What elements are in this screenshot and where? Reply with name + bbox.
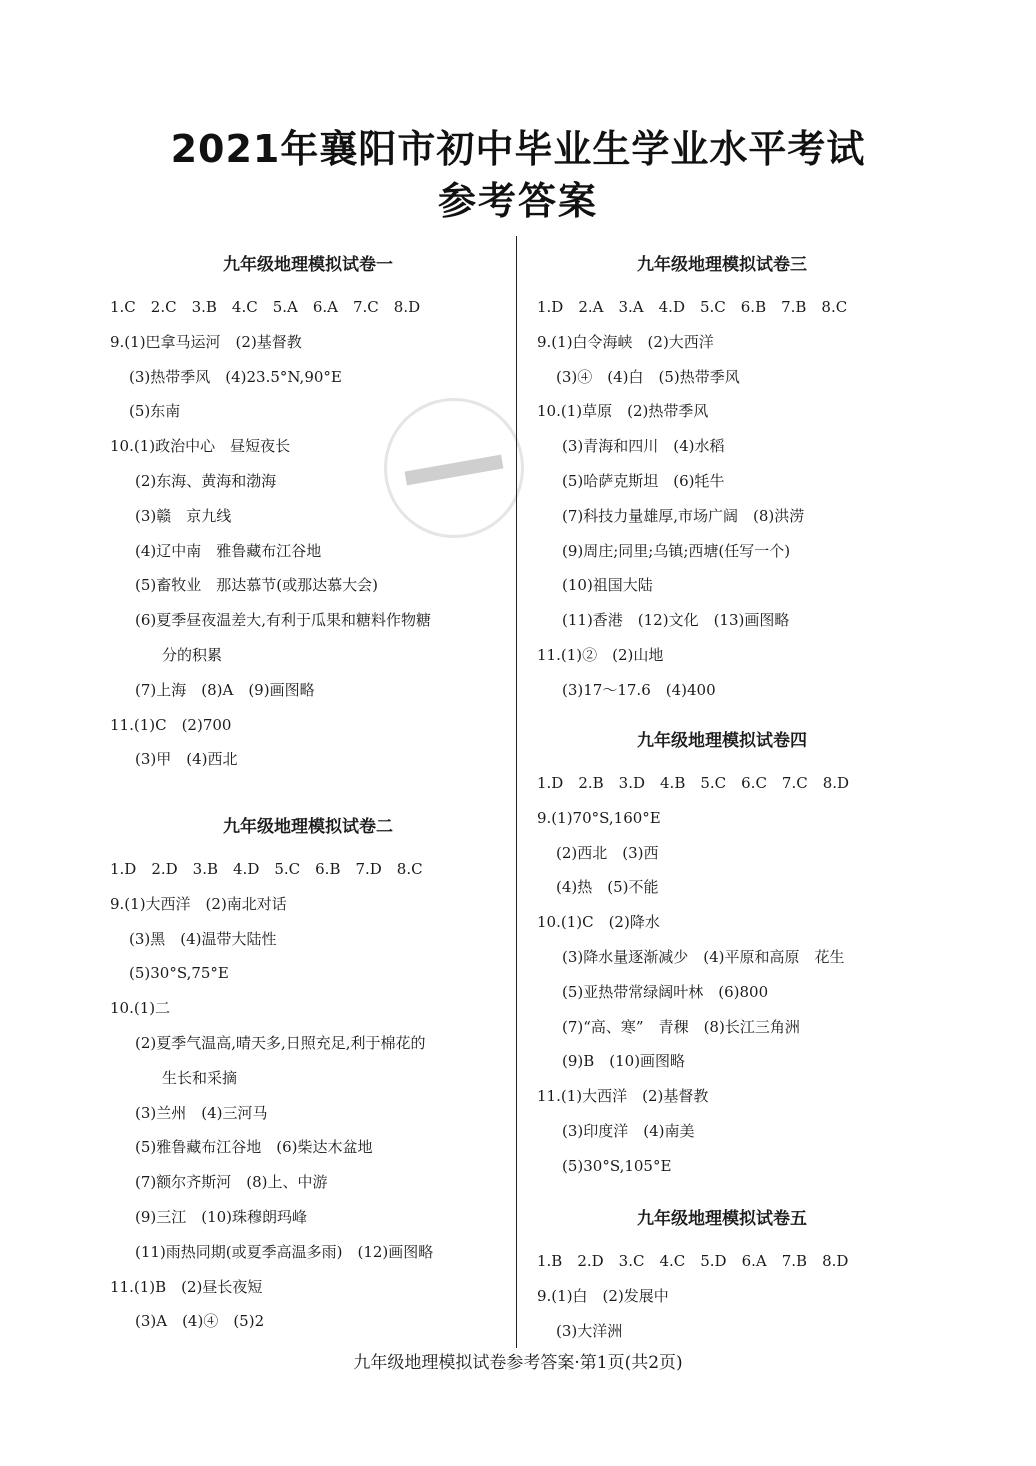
answer-line: (2)夏季气温高,晴天多,日照充足,利于棉花的 bbox=[135, 1033, 426, 1052]
answer-line: (4)热 (5)不能 bbox=[556, 878, 659, 897]
section-title: 九年级地理模拟试卷五 bbox=[637, 1209, 807, 1229]
answer-line: 9.(1)大西洋 (2)南北对话 bbox=[110, 894, 287, 913]
answer-line: 11.(1)C (2)700 bbox=[110, 715, 232, 734]
answer-line: (10)祖国大陆 bbox=[562, 576, 653, 595]
section-title: 九年级地理模拟试卷一 bbox=[223, 255, 393, 275]
answer-line: 10.(1)二 bbox=[110, 999, 171, 1018]
section-title: 九年级地理模拟试卷三 bbox=[637, 255, 807, 275]
answer-line: (3)降水量逐渐减少 (4)平原和高原 花生 bbox=[562, 947, 845, 966]
answer-line: (11)香港 (12)文化 (13)画图略 bbox=[562, 611, 790, 630]
answer-line: (3)大洋洲 bbox=[556, 1321, 623, 1340]
answer-line: (7)上海 (8)A (9)画图略 bbox=[135, 680, 315, 699]
answer-line: (2)西北 (3)西 bbox=[556, 843, 659, 862]
answer-line: 11.(1)② (2)山地 bbox=[537, 645, 664, 664]
answer-line: (3)甲 (4)西北 bbox=[135, 750, 238, 769]
answer-line: (6)夏季昼夜温差大,有利于瓜果和糖料作物糖 bbox=[135, 611, 432, 630]
answer-line: (5)畜牧业 那达慕节(或那达慕大会) bbox=[135, 576, 378, 595]
answer-line: (7)科技力量雄厚,市场广阔 (8)洪涝 bbox=[562, 506, 805, 525]
answer-line: 9.(1)70°S,160°E bbox=[537, 808, 661, 827]
page-title: 2021年襄阳市初中毕业生学业水平考试 bbox=[170, 127, 866, 171]
answer-section bbox=[537, 716, 907, 1184]
answer-section bbox=[537, 1194, 907, 1348]
answer-line: (5)30°S,75°E bbox=[129, 964, 229, 983]
answer-line: 10.(1)草原 (2)热带季风 bbox=[537, 402, 709, 421]
answer-line: 分的积累 bbox=[162, 645, 223, 664]
answer-section bbox=[110, 802, 506, 1339]
answer-line: (3)热带季风 (4)23.5°N,90°E bbox=[129, 367, 342, 386]
answer-line: (11)雨热同期(或夏季高温多雨) (12)画图略 bbox=[135, 1242, 434, 1261]
answer-line: (9)三江 (10)珠穆朗玛峰 bbox=[135, 1207, 308, 1226]
answer-line: (5)东南 bbox=[129, 402, 181, 421]
answer-line: (4)辽中南 雅鲁藏布江谷地 bbox=[135, 541, 322, 560]
answer-line: (3)黑 (4)温带大陆性 bbox=[129, 929, 277, 948]
answer-line: (7)“高、寒” 青稞 (8)长江三角洲 bbox=[562, 1017, 800, 1036]
answer-line: 10.(1)政治中心 昼短夜长 bbox=[110, 437, 291, 456]
answer-line: (5)雅鲁藏布江谷地 (6)柴达木盆地 bbox=[135, 1138, 373, 1157]
answer-line: 10.(1)C (2)降水 bbox=[537, 913, 660, 932]
answer-line: (7)额尔齐斯河 (8)上、中游 bbox=[135, 1173, 328, 1192]
section-title: 九年级地理模拟试卷二 bbox=[223, 817, 393, 837]
column-divider bbox=[516, 236, 517, 1348]
answer-line: (3)兰州 (4)三河马 bbox=[135, 1103, 268, 1122]
answer-section bbox=[537, 240, 907, 708]
answer-line: 1.B 2.D 3.C 4.C 5.D 6.A 7.B 8.D bbox=[537, 1252, 849, 1270]
answer-line: 1.C 2.C 3.B 4.C 5.A 6.A 7.C 8.D bbox=[110, 298, 421, 316]
answer-line: (5)哈萨克斯坦 (6)牦牛 bbox=[562, 471, 725, 490]
page-footer: 九年级地理模拟试卷参考答案·第1页(共2页) bbox=[353, 1353, 683, 1373]
answer-line: (2)东海、黄海和渤海 bbox=[135, 471, 277, 490]
answer-line: (5)亚热带常绿阔叶林 (6)800 bbox=[562, 982, 769, 1001]
answer-line: (9)B (10)画图略 bbox=[562, 1052, 686, 1071]
answer-line: 生长和采摘 bbox=[162, 1068, 238, 1087]
answer-line: (3)A (4)④ (5)2 bbox=[135, 1312, 265, 1331]
answer-line: (3)印度洋 (4)南美 bbox=[562, 1121, 695, 1140]
section-title: 九年级地理模拟试卷四 bbox=[637, 731, 807, 751]
answer-line: 11.(1)大西洋 (2)基督教 bbox=[537, 1087, 709, 1106]
page-subtitle: 参考答案 bbox=[437, 179, 598, 223]
answer-line: (3)青海和四川 (4)水稻 bbox=[562, 437, 725, 456]
answer-line: (3)④ (4)白 (5)热带季风 bbox=[556, 367, 740, 386]
answer-line: 1.D 2.D 3.B 4.D 5.C 6.B 7.D 8.C bbox=[110, 860, 423, 878]
answer-line: 1.D 2.B 3.D 4.B 5.C 6.C 7.C 8.D bbox=[537, 774, 850, 792]
answer-line: 1.D 2.A 3.A 4.D 5.C 6.B 7.B 8.C bbox=[537, 298, 848, 316]
answer-section bbox=[110, 240, 506, 777]
answer-line: 9.(1)白 (2)发展中 bbox=[537, 1286, 669, 1305]
answer-line: 11.(1)B (2)昼长夜短 bbox=[110, 1277, 263, 1296]
answer-line: (5)30°S,105°E bbox=[562, 1156, 672, 1175]
answer-line: 9.(1)巴拿马运河 (2)基督教 bbox=[110, 332, 302, 351]
answer-line: (3)17～17.6 (4)400 bbox=[562, 680, 716, 699]
answer-line: 9.(1)白令海峡 (2)大西洋 bbox=[537, 332, 714, 351]
answer-line: (3)赣 京九线 bbox=[135, 506, 232, 525]
answer-line: (9)周庄;同里;乌镇;西塘(任写一个) bbox=[562, 541, 791, 560]
